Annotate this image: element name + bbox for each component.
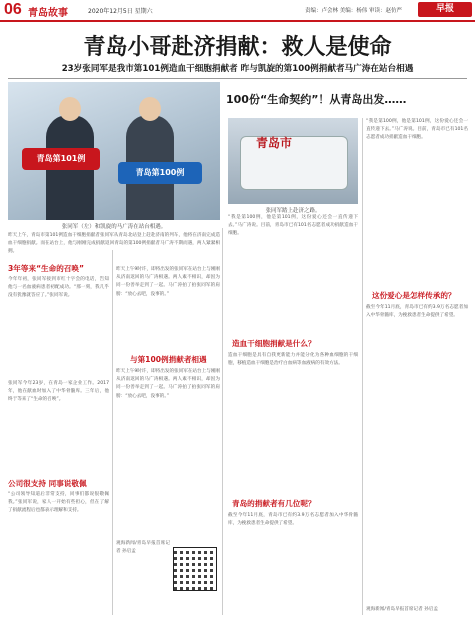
- section-heading: 这份爱心是怎样传承的？: [372, 291, 456, 300]
- qr-code[interactable]: [173, 547, 217, 591]
- column-rule: [112, 250, 113, 615]
- body-paragraph: 造血干细胞是具有自我更新能力并能分化为各种血细胞的干细胞，移植造血干细胞是治疗白血病等血液病的有效方法。: [228, 353, 358, 367]
- section-name: 青岛故事: [28, 8, 68, 19]
- editor-credits: 责编：卢会林 美编：杨伟 审读：赵仿严: [305, 8, 402, 14]
- body-paragraph: 截至今年11月底，青岛市已有约3.9万名志愿者加入中华骨髓库，为挽救患者生命提供了希望。: [366, 305, 468, 319]
- divider: [8, 78, 467, 79]
- photo-caption: 张同军（左）和凯旋的马广涛在站台相遇。: [61, 224, 167, 230]
- section-heading: 造血干细胞捐献是什么？: [232, 339, 316, 348]
- body-paragraph: “我是第100例，他是第101例，这份爱心还会一直传递下去。”马广涛说。目前，青岛市已有101名志愿者成功捐献造血干细胞。: [228, 215, 358, 237]
- subheadline: 23岁张同军是我市第101例造血干细胞捐献者 昨与凯旋的第100例捐献者马广涛在站台相遇: [61, 64, 414, 74]
- photo-sign-100: 青岛第100例: [118, 162, 202, 184]
- main-photo: [8, 82, 220, 220]
- body-paragraph: “我是第100例，他是第101例，这份爱心还会一直传递下去。”马广涛说。目前，青岛市已有101名志愿者成功捐献造血干细胞。: [366, 119, 468, 141]
- newspaper-logo: 早报: [418, 2, 472, 17]
- body-paragraph: 昨天上午，青岛市第101例造血干细胞捐献者张同军从青岛北站登上赶赴济南的列车，他将在济南完成造血干细胞捐献。而在站台上，他与刚刚完成捐献返回青岛的第100例捐献者马广涛不期而遇，两人紧紧相拥。: [8, 233, 220, 255]
- sidebar-title: 100份“生命契约”！从青岛出发……: [226, 93, 407, 106]
- body-paragraph: 张同军今年23岁，在青岛一家企业工作。2017年，他在献血时加入了中华骨髓库。三年后，他终于等来了“生命的召唤”。: [8, 381, 109, 403]
- page-number: 06: [4, 1, 22, 18]
- byline: 观海新闻/青岛早报首席记者 孙启孟: [366, 607, 438, 612]
- section-heading: 青岛的捐献者有几位呢？: [232, 499, 316, 508]
- photo-sign-101: 青岛第101例: [22, 148, 100, 170]
- body-paragraph: 截至今年11月底，青岛市已有约3.9万名志愿者加入中华骨髓库，为挽救患者生命提供了希望。: [228, 513, 358, 527]
- headline: 青岛小哥赴济捐献：救人是使命: [83, 35, 392, 60]
- byline: 观海新闻/青岛早报首席记者 孙启孟: [116, 541, 170, 555]
- column-rule: [222, 228, 223, 615]
- photo-caption: 张同军踏上赴济之路。: [265, 208, 321, 214]
- section-heading: 与第100例捐献者相遇: [130, 355, 207, 364]
- page-header: [0, 0, 475, 22]
- body-paragraph: “公司领导知道后非常支持，同事们都说很敬佩我。”张同军说，家人一开始有些担心，但在了解了捐献流程后也都表示理解和支持。: [8, 492, 109, 514]
- column-rule: [362, 118, 363, 615]
- body-paragraph: 今年年初，张同军接到市红十字会的电话，告知他与一名血液病患者初配成功。“那一刻，我几乎没有犹豫就答应了。”张同军说。: [8, 277, 109, 299]
- train-photo: [228, 118, 358, 204]
- section-heading: 3年等来“生命的召唤”: [8, 264, 85, 273]
- body-paragraph: 昨天上午9时许，即将出发的张同军在站台上与刚刚从济南返回的马广涛相遇。两人素不相识，却因为同一份善举走到了一起。马广涛拍了拍张同军的肩膀：“放心去吧，没事的。”: [116, 267, 220, 297]
- issue-date: 2020年12月5日 星期六: [88, 8, 153, 15]
- section-heading: 公司很支持 同事说敬佩: [8, 479, 87, 488]
- train-lettering: 青岛市: [256, 136, 293, 150]
- body-paragraph: 昨天上午9时许，即将出发的张同军在站台上与刚刚从济南返回的马广涛相遇。两人素不相识，却因为同一份善举走到了一起。马广涛拍了拍张同军的肩膀：“放心去吧，没事的。”: [116, 369, 220, 399]
